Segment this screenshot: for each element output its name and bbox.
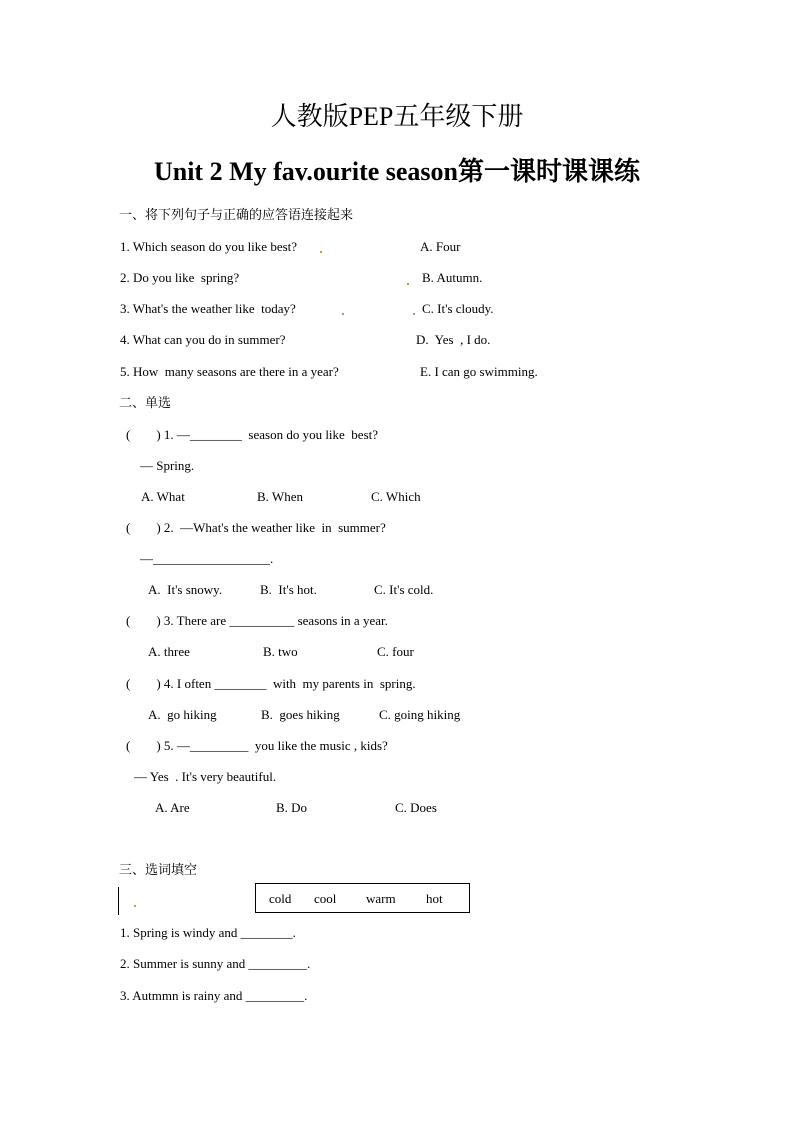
section-1-heading: 一、将下列句子与正确的应答语连接起来 (119, 208, 354, 223)
match-question: 3. What's the weather like today? (120, 301, 296, 316)
word-bank-box (255, 883, 470, 913)
mc-option: A. Are (155, 800, 190, 815)
mc-reply: — Yes . It's very beautiful. (134, 769, 277, 784)
mc-question: ( ) 3. There are __________ seasons in a year. (126, 613, 388, 628)
fill-blank-sentence: 3. Autmmn is rainy and _________. (120, 988, 308, 1003)
match-answer: E. I can go swimming. (420, 364, 538, 379)
stray-mark (320, 251, 322, 253)
mc-option: A. three (148, 644, 190, 659)
match-question: 1. Which season do you like best? (120, 239, 298, 254)
stray-mark (407, 283, 409, 285)
match-answer: A. Four (420, 239, 461, 254)
word-bank-word: warm (366, 891, 396, 906)
match-answer: B. Autumn. (422, 270, 483, 285)
word-bank-word: cold (269, 891, 292, 906)
mc-option: B. Do (276, 800, 308, 815)
mc-option: B. goes hiking (261, 707, 340, 722)
page-subtitle (0, 156, 794, 188)
subtitle-chinese: 第一课时课课练 (458, 157, 641, 187)
mc-reply: — Spring. (140, 458, 195, 473)
match-question: 4. What can you do in summer? (120, 332, 286, 347)
mc-question: ( ) 4. I often ________ with my parents in spring. (126, 676, 416, 691)
mc-question: ( ) 2. —What's the weather like in summer? (126, 520, 386, 535)
mc-option: C. four (377, 644, 414, 659)
fill-blank-sentence: 2. Summer is sunny and _________. (120, 956, 311, 971)
mc-reply: —__________________. (140, 551, 274, 566)
subtitle-english: Unit 2 My fav.ourite season (153, 157, 459, 186)
stray-mark (134, 905, 136, 907)
stray-mark (413, 313, 415, 315)
mc-option: B. When (257, 489, 303, 504)
mc-option: B. two (263, 644, 298, 659)
match-answer: D. Yes , I do. (416, 332, 491, 347)
mc-option: A. It's snowy. (148, 582, 223, 597)
stray-mark (342, 313, 344, 315)
mc-option: C. going hiking (379, 707, 461, 722)
mc-option: C. It's cold. (374, 582, 434, 597)
mc-option: A. go hiking (148, 707, 217, 722)
margin-bar (118, 887, 119, 915)
section-2-heading: 二、单选 (119, 396, 172, 411)
section-3-heading: 三、选词填空 (119, 863, 198, 878)
mc-question: ( ) 5. —_________ you like the music , kids? (126, 738, 388, 753)
mc-option: B. It's hot. (260, 582, 317, 597)
match-question: 2. Do you like spring? (120, 270, 240, 285)
match-question: 5. How many seasons are there in a year? (120, 364, 339, 379)
page-title: 人教版PEP五年级下册 (270, 102, 524, 131)
mc-option: A. What (141, 489, 185, 504)
fill-blank-sentence: 1. Spring is windy and ________. (120, 925, 296, 940)
mc-question: ( ) 1. —________ season do you like best? (126, 427, 379, 442)
word-bank-word: cool (314, 891, 337, 906)
match-answer: C. It's cloudy. (422, 301, 494, 316)
word-bank-word: hot (426, 891, 443, 906)
mc-option: C. Does (395, 800, 437, 815)
mc-option: C. Which (371, 489, 421, 504)
